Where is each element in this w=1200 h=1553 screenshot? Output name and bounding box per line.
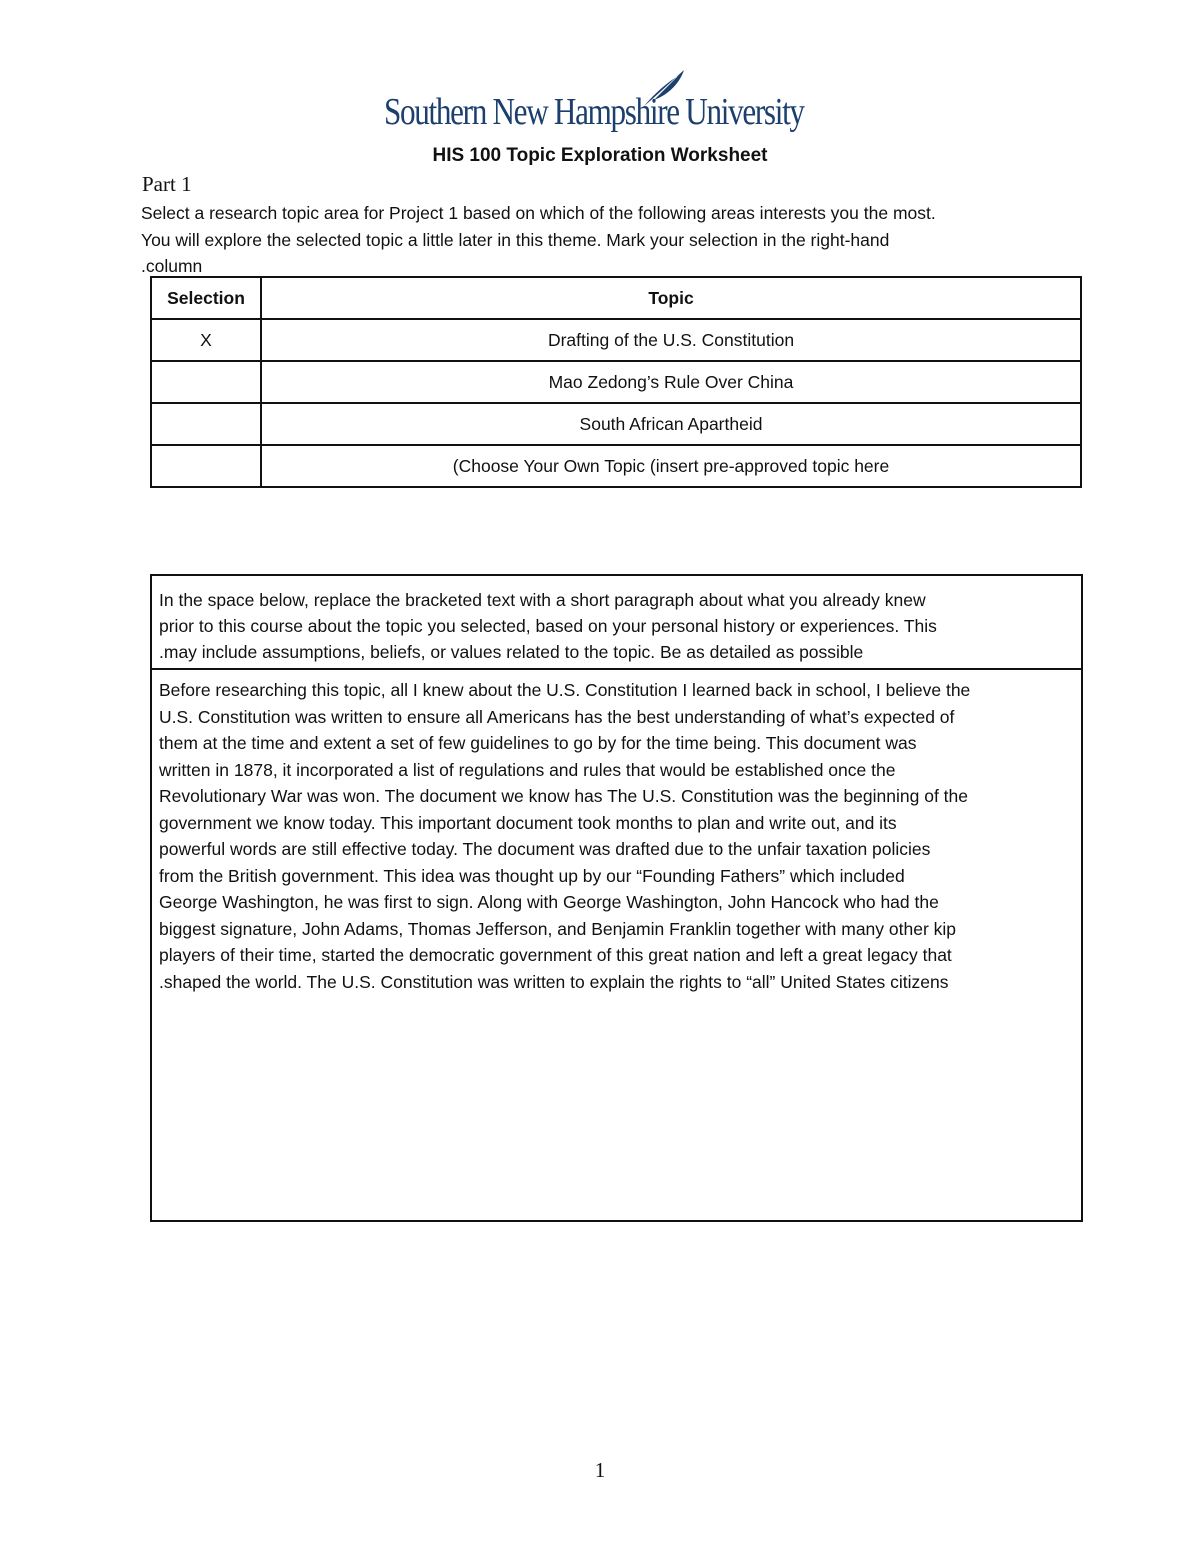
answer-line: Revolutionary War was won. The document we know has The U.S. Constitution was the beginning of the [159, 786, 968, 806]
topic-cell: Mao Zedong’s Rule Over China [261, 361, 1081, 403]
answer-line: George Washington, he was first to sign. Along with George Washington, John Hancock who had the [159, 892, 939, 912]
table-row [151, 445, 1081, 487]
topic-selection-table [150, 276, 1082, 488]
document-title: HIS 100 Topic Exploration Worksheet [432, 145, 768, 166]
instruction-line: You will explore the selected topic a little later in this theme. Mark your selection in the right-hand [141, 229, 890, 250]
selection-cell[interactable]: X [151, 319, 261, 361]
table-header-row [151, 277, 1081, 319]
prompt-line: In the space below, replace the bracketed text with a short paragraph about what you already knew [159, 590, 926, 610]
answer-line: written in 1878, it incorporated a list of regulations and rules that would be established once the [159, 759, 896, 780]
answer-line: biggest signature, John Adams, Thomas Jefferson, and Benjamin Franklin together with many other kip [159, 918, 957, 939]
instructions [141, 200, 1081, 280]
table-row [151, 361, 1081, 403]
table-row [151, 403, 1081, 445]
selection-header: Selection [151, 277, 261, 319]
answer-line: U.S. Constitution was written to ensure all Americans has the best understanding of what’s expected of [159, 706, 955, 727]
topic-cell: Drafting of the U.S. Constitution [261, 319, 1081, 361]
answer-line: government we know today. This important document took months to plan and write out, and its [159, 812, 897, 833]
part-label: Part 1 [142, 172, 192, 196]
university-logo [384, 68, 816, 136]
answer-line: powerful words are still effective today. The document was drafted due to the unfair taxation policies [159, 839, 931, 859]
selection-cell[interactable] [151, 361, 261, 403]
answer-line: them at the time and extent a set of few guidelines to go by for the time being. This document was [159, 733, 917, 753]
reflection-prompt [152, 576, 1081, 670]
table-row [151, 319, 1081, 361]
selection-cell[interactable] [151, 445, 261, 487]
topic-cell: South African Apartheid [261, 403, 1081, 445]
reflection-answer[interactable] [152, 670, 1081, 995]
topic-cell: (Choose Your Own Topic (insert pre-approved topic here [261, 445, 1081, 487]
prompt-line: .may include assumptions, beliefs, or values related to the topic. Be as detailed as possible [159, 642, 864, 662]
logo-wordmark: Southern New Hampshire University [384, 91, 804, 133]
instruction-line: Select a research topic area for Project 1 based on which of the following areas interests you the most. [141, 203, 936, 223]
instruction-line: .column [141, 256, 203, 276]
selection-cell[interactable] [151, 403, 261, 445]
page-number: 1 [594, 1458, 606, 1482]
answer-line: .shaped the world. The U.S. Constitution was written to explain the rights to “all” United States citizens [159, 971, 949, 992]
topic-header: Topic [261, 277, 1081, 319]
answer-line: Before researching this topic, all I knew about the U.S. Constitution I learned back in school, I believe the [159, 680, 971, 700]
reflection-box [150, 574, 1083, 1222]
answer-line: players of their time, started the democratic government of this great nation and left a great legacy that [159, 945, 952, 965]
prompt-line: prior to this course about the topic you selected, based on your personal history or experiences. This [159, 616, 937, 636]
answer-line: from the British government. This idea was thought up by our “Founding Fathers” which included [159, 865, 905, 886]
